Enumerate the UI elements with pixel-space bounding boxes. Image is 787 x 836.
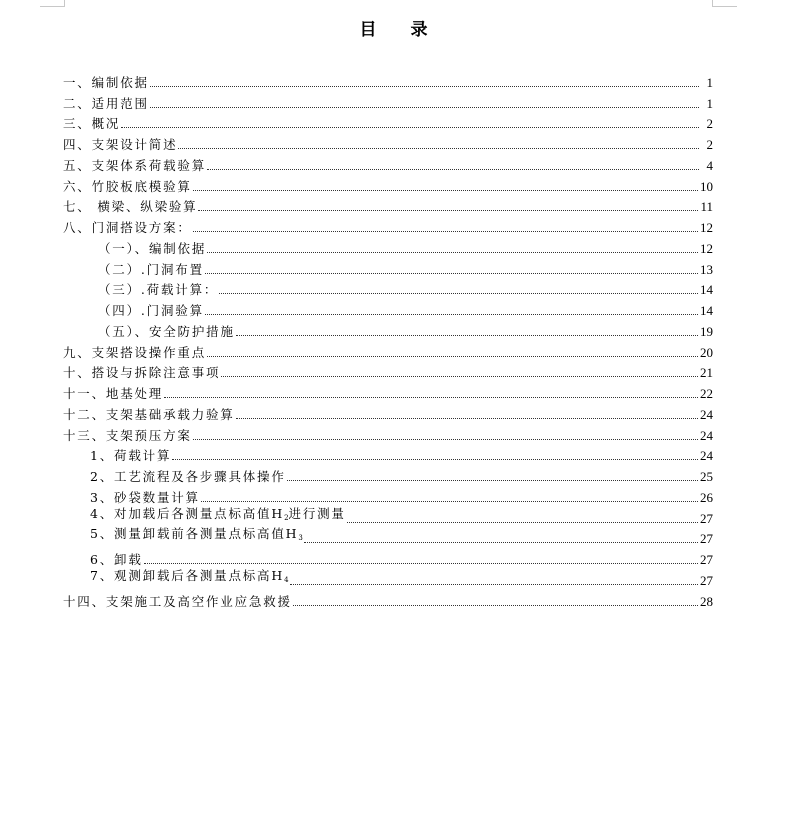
toc-page-number: 27	[700, 531, 713, 547]
toc-entry-text: 6、卸载	[90, 552, 143, 567]
toc-entry[interactable]	[63, 297, 713, 318]
toc-entry-text: 四、支架设计简述	[63, 137, 178, 152]
toc-entry[interactable]	[63, 277, 713, 298]
toc-entry-text: 九、支架搭设操作重点	[63, 344, 207, 360]
toc-entry-label	[98, 324, 235, 339]
toc-entry-label	[90, 568, 289, 588]
toc-page-number: 1	[706, 74, 713, 90]
toc-page-number: 12	[700, 240, 713, 256]
toc-entry[interactable]	[63, 235, 713, 256]
toc-entry[interactable]	[63, 111, 713, 132]
toc-entry-subscript: 2	[284, 513, 289, 522]
dot-leader	[178, 148, 699, 149]
toc-entry[interactable]	[63, 401, 713, 422]
toc-entry-text: 十三、支架预压方案	[63, 427, 192, 443]
toc-entry[interactable]	[63, 422, 713, 443]
toc-entry-label	[63, 199, 197, 214]
toc-page-number: 2	[706, 116, 713, 132]
crop-mark-top-left	[40, 0, 65, 7]
toc-entry-text: 十、搭设与拆除注意事项	[63, 365, 221, 381]
toc-entry-text: （一）、编制依据	[98, 240, 207, 256]
table-of-contents	[63, 69, 713, 609]
toc-page-number: 11	[700, 199, 713, 215]
toc-entry-label	[90, 552, 143, 567]
toc-entry-label	[98, 303, 204, 318]
dot-leader	[221, 376, 698, 377]
toc-entry-text: 五、支架体系荷载验算	[63, 157, 207, 173]
toc-page-number: 28	[700, 593, 713, 609]
toc-entry[interactable]	[63, 588, 713, 609]
toc-entry[interactable]	[63, 484, 713, 505]
toc-entry-label	[98, 241, 206, 256]
toc-entry-text: 十二、支架基础承载力验算	[63, 406, 235, 422]
toc-entry-label	[63, 96, 149, 111]
dot-leader	[207, 356, 698, 357]
toc-entry-subscript: 4	[284, 575, 289, 584]
toc-entry[interactable]	[63, 526, 713, 547]
toc-entry-text: 二、适用范围	[63, 95, 149, 111]
toc-entry-text: 十一、地基处理	[63, 386, 164, 401]
dot-leader	[121, 127, 699, 128]
toc-page-number: 13	[700, 261, 713, 277]
toc-page-number: 19	[700, 323, 713, 339]
dot-leader	[287, 480, 698, 481]
toc-entry-label	[63, 220, 192, 235]
toc-page-number: 14	[700, 282, 713, 298]
dot-leader	[193, 439, 698, 440]
toc-entry-text: （四）.门洞验算	[98, 303, 204, 318]
toc-entry-text: （五）、安全防护措施	[98, 323, 235, 339]
toc-entry-text: （二）.门洞布置	[98, 261, 204, 277]
toc-entry[interactable]	[63, 152, 713, 173]
toc-entry-label	[98, 282, 218, 297]
dot-leader	[164, 397, 698, 398]
toc-entry[interactable]	[63, 567, 713, 588]
toc-entry-label	[63, 428, 192, 443]
toc-entry[interactable]	[63, 194, 713, 215]
toc-page-number: 10	[700, 178, 713, 194]
toc-entry-label	[90, 526, 303, 546]
crop-mark-top-right	[712, 0, 737, 7]
toc-entry-text: 5、测量卸载前各测量点标高值H	[90, 526, 299, 542]
toc-page-number: 4	[706, 157, 713, 173]
dot-leader	[207, 169, 699, 170]
toc-entry[interactable]	[63, 443, 713, 464]
toc-page-number: 24	[700, 448, 713, 464]
toc-entry-text: 八、门洞搭设方案：	[63, 220, 192, 235]
toc-entry-label	[90, 490, 200, 505]
toc-entry-text: 7、观测卸载后各测量点标高H	[90, 567, 285, 583]
toc-entry-text: 十四、支架施工及高空作业应急救援	[63, 593, 292, 609]
toc-page-number: 1	[706, 95, 713, 111]
toc-entry-label	[63, 365, 220, 380]
dot-leader	[193, 231, 698, 232]
toc-entry[interactable]	[63, 69, 713, 90]
dot-leader	[172, 459, 698, 460]
toc-entry-label	[98, 262, 204, 277]
toc-entry[interactable]	[63, 380, 713, 401]
toc-entry[interactable]	[63, 173, 713, 194]
toc-page-number: 27	[700, 552, 713, 567]
toc-entry[interactable]	[63, 339, 713, 360]
toc-entry[interactable]	[63, 131, 713, 152]
toc-page-number: 26	[700, 489, 713, 505]
toc-entry-label	[63, 386, 163, 401]
dot-leader	[150, 107, 699, 108]
toc-entry-label	[90, 448, 171, 463]
toc-entry[interactable]	[63, 318, 713, 339]
toc-entry-label	[63, 116, 120, 131]
toc-entry[interactable]	[63, 360, 713, 381]
toc-page-number: 24	[700, 427, 713, 443]
dot-leader	[150, 86, 699, 87]
toc-entry-label	[63, 345, 206, 360]
toc-entry-label	[90, 469, 286, 484]
dot-leader	[347, 522, 698, 523]
toc-page-number: 24	[700, 406, 713, 422]
dot-leader	[207, 252, 698, 253]
toc-entry-text: 3、砂袋数量计算	[90, 489, 200, 505]
toc-entry[interactable]	[63, 214, 713, 235]
dot-leader	[236, 335, 698, 336]
toc-entry[interactable]	[63, 90, 713, 111]
dot-leader	[144, 563, 698, 564]
toc-page-number: 22	[700, 386, 713, 401]
toc-page-number: 21	[700, 365, 713, 381]
toc-page-number: 14	[700, 303, 713, 318]
dot-leader	[219, 293, 698, 294]
toc-entry-text: 六、竹胶板底模验算	[63, 178, 192, 194]
toc-entry[interactable]	[63, 463, 713, 484]
toc-entry-text: 三、概况	[63, 116, 121, 132]
toc-entry-label	[63, 594, 292, 609]
dot-leader	[304, 542, 698, 543]
toc-entry[interactable]	[63, 546, 713, 567]
toc-page-number: 27	[700, 572, 713, 588]
dot-leader	[193, 190, 698, 191]
toc-entry[interactable]	[63, 505, 713, 526]
page-title: 目 录	[359, 20, 442, 40]
dot-leader	[290, 584, 698, 585]
toc-entry-label	[63, 137, 177, 152]
toc-entry-text: 2、工艺流程及各步骤具体操作	[90, 469, 286, 484]
toc-page-number: 12	[700, 220, 713, 235]
toc-entry-text: （三）.荷载计算：	[98, 282, 219, 298]
toc-entry-label	[63, 179, 192, 194]
toc-entry-suffix: 进行测量	[288, 505, 346, 521]
toc-entry-label	[63, 407, 235, 422]
dot-leader	[293, 605, 698, 606]
toc-entry-label	[63, 158, 206, 173]
toc-entry-label	[90, 506, 346, 526]
dot-leader	[236, 418, 698, 419]
toc-entry[interactable]	[63, 256, 713, 277]
toc-entry-text: 1、荷载计算	[90, 448, 172, 464]
toc-entry-label	[63, 75, 149, 90]
toc-entry-text: 一、编制依据	[63, 74, 149, 90]
toc-entry-subscript: 3	[298, 534, 303, 543]
toc-page-number: 20	[700, 344, 713, 360]
toc-page-number: 27	[700, 510, 713, 526]
dot-leader	[205, 314, 698, 315]
toc-entry-text: 4、对加载后各测量点标高值H	[90, 505, 285, 521]
toc-page-number: 25	[700, 469, 713, 484]
toc-entry-text: 七、 横梁、纵梁验算	[63, 199, 198, 215]
dot-leader	[201, 501, 698, 502]
dot-leader	[205, 273, 698, 274]
toc-page-number: 2	[706, 137, 713, 152]
dot-leader	[198, 210, 698, 211]
